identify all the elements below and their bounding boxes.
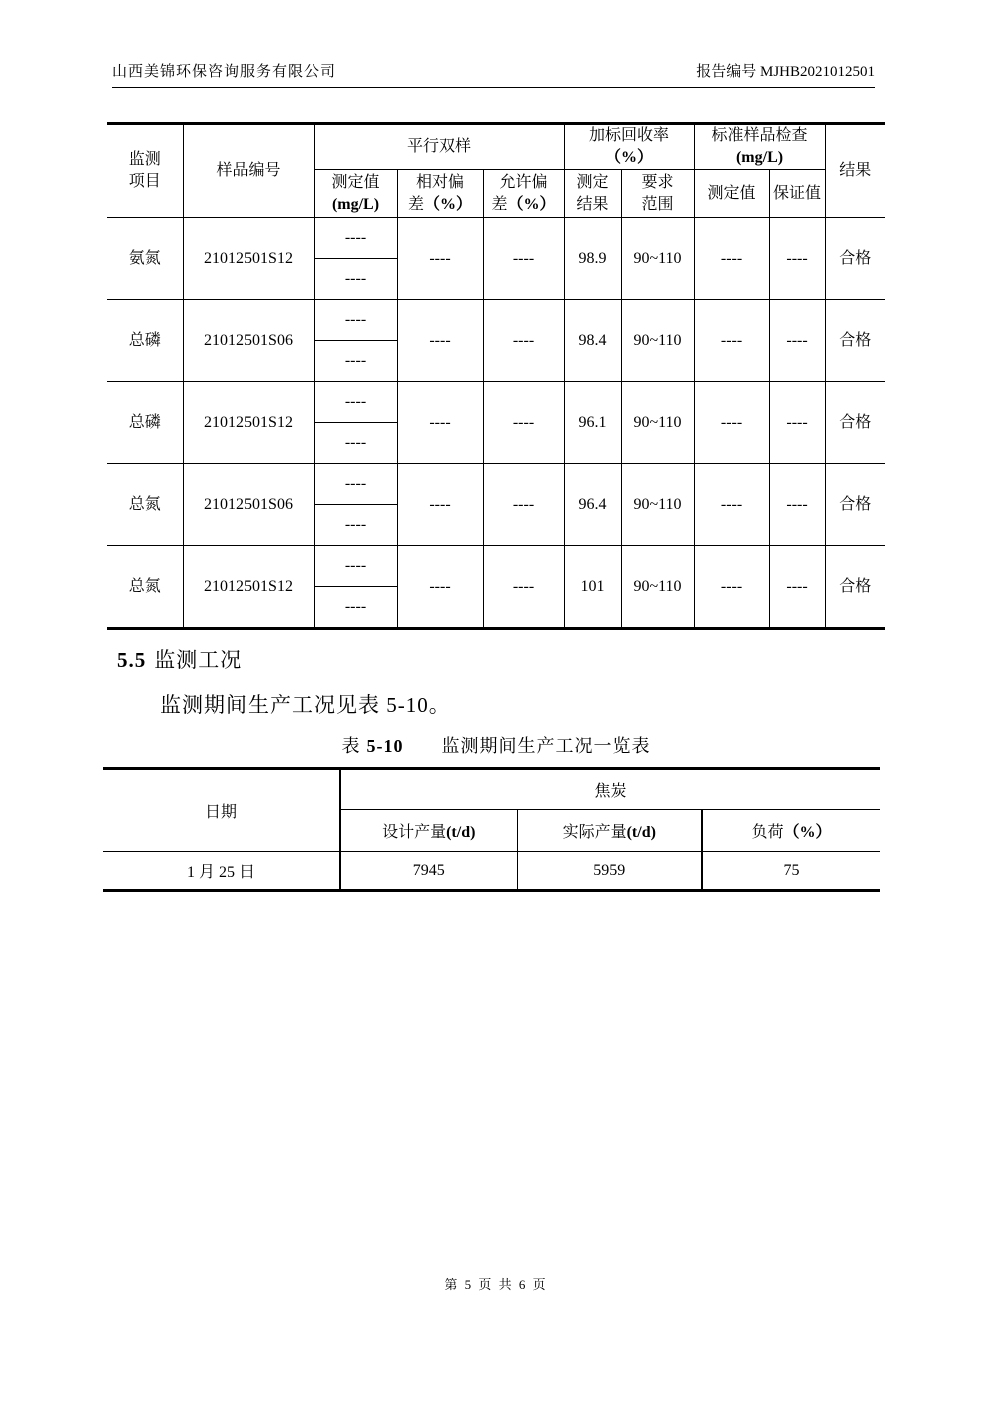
cell-parallel-measured: ---- ----: [314, 218, 397, 300]
col-header-relative-deviation: 相对偏 差（%）: [397, 170, 483, 218]
cell-parallel-measured: ---- ----: [314, 382, 397, 464]
cell-std-guaranteed: ----: [769, 218, 825, 300]
table-row: [107, 546, 885, 629]
cell-load: 75: [702, 852, 880, 891]
cell-item: 总氮: [107, 464, 183, 546]
caption-title: 监测期间生产工况一览表: [441, 736, 651, 756]
qc-results-table: [107, 122, 885, 630]
cell-range: 90~110: [621, 218, 694, 300]
cell-std-measured: ----: [694, 546, 769, 629]
cell-result: 合格: [825, 464, 885, 546]
cell-std-guaranteed: ----: [769, 464, 825, 546]
cell-std-measured: ----: [694, 464, 769, 546]
section-title: 监测工况: [154, 648, 243, 672]
section-heading: [117, 644, 242, 674]
cell-sample-id: 21012501S12: [183, 218, 314, 300]
col-header-std-measured: 测定值: [694, 170, 769, 218]
table-row: [107, 218, 885, 300]
cell-allowed-deviation: ----: [483, 218, 564, 300]
section-number: 5.5: [117, 648, 147, 672]
col-header-result: 结果: [825, 124, 885, 218]
cell-allowed-deviation: ----: [483, 464, 564, 546]
cell-parallel-measured: ---- ----: [314, 464, 397, 546]
cell-std-measured: ----: [694, 218, 769, 300]
cell-relative-deviation: ----: [397, 464, 483, 546]
cell-relative-deviation: ----: [397, 546, 483, 629]
cell-relative-deviation: ----: [397, 300, 483, 382]
cell-allowed-deviation: ----: [483, 546, 564, 629]
cell-std-guaranteed: ----: [769, 382, 825, 464]
cell-range: 90~110: [621, 546, 694, 629]
col-header-item: 监测 项目: [107, 124, 183, 218]
cell-item: 总氮: [107, 546, 183, 629]
col-header-standard-sample-check: 标准样品检查 (mg/L): [694, 124, 825, 170]
col-header-design-output: 设计产量(t/d): [340, 810, 517, 852]
col-header-spike-recovery: 加标回收率 （%）: [564, 124, 694, 170]
page-number: 第 5 页 共 6 页: [444, 1277, 548, 1292]
cell-parallel-measured: ---- ----: [314, 546, 397, 629]
cell-range: 90~110: [621, 464, 694, 546]
cell-recovery: 98.4: [564, 300, 621, 382]
cell-std-measured: ----: [694, 300, 769, 382]
cell-std-guaranteed: ----: [769, 300, 825, 382]
col-header-measured-value: 测定值 (mg/L): [314, 170, 397, 218]
cell-relative-deviation: ----: [397, 218, 483, 300]
cell-sample-id: 21012501S12: [183, 382, 314, 464]
col-header-allowed-deviation: 允许偏 差（%）: [483, 170, 564, 218]
cell-design-output: 7945: [340, 852, 517, 891]
cell-sample-id: 21012501S06: [183, 300, 314, 382]
col-header-product-coke: 焦炭: [340, 769, 880, 810]
col-header-recovery-measured: 测定 结果: [564, 170, 621, 218]
page-header: [112, 60, 875, 88]
cell-allowed-deviation: ----: [483, 300, 564, 382]
col-header-parallel-duplicate: 平行双样: [314, 124, 564, 170]
col-header-load: 负荷（%）: [702, 810, 880, 852]
production-conditions-table: [103, 767, 880, 892]
cell-sample-id: 21012501S12: [183, 546, 314, 629]
cell-sample-id: 21012501S06: [183, 464, 314, 546]
cell-result: 合格: [825, 218, 885, 300]
cell-allowed-deviation: ----: [483, 382, 564, 464]
cell-recovery: 96.4: [564, 464, 621, 546]
caption-number: 5-10: [366, 736, 404, 756]
caption-prefix: 表: [341, 736, 361, 756]
cell-recovery: 98.9: [564, 218, 621, 300]
cell-std-measured: ----: [694, 382, 769, 464]
cell-date: 1 月 25 日: [103, 852, 340, 891]
table-row: [107, 382, 885, 464]
table-row: [107, 300, 885, 382]
cell-actual-output: 5959: [517, 852, 702, 891]
table-caption: [0, 732, 992, 758]
col-header-actual-output: 实际产量(t/d): [517, 810, 702, 852]
col-header-required-range: 要求 范围: [621, 170, 694, 218]
col-header-sample-id: 样品编号: [183, 124, 314, 218]
cell-relative-deviation: ----: [397, 382, 483, 464]
cell-item: 氨氮: [107, 218, 183, 300]
table-row: [107, 464, 885, 546]
cell-recovery: 96.1: [564, 382, 621, 464]
cell-result: 合格: [825, 382, 885, 464]
cell-range: 90~110: [621, 382, 694, 464]
col-header-date: 日期: [103, 769, 340, 852]
report-number: 报告编号 MJHB2021012501: [696, 64, 875, 80]
cell-result: 合格: [825, 300, 885, 382]
col-header-std-guaranteed: 保证值: [769, 170, 825, 218]
cell-std-guaranteed: ----: [769, 546, 825, 629]
cell-item: 总磷: [107, 382, 183, 464]
cell-recovery: 101: [564, 546, 621, 629]
cell-range: 90~110: [621, 300, 694, 382]
cell-result: 合格: [825, 546, 885, 629]
table-row: [103, 852, 880, 891]
cell-item: 总磷: [107, 300, 183, 382]
body-paragraph: 监测期间生产工况见表 5-10。: [160, 693, 451, 717]
company-name: 山西美锦环保咨询服务有限公司: [112, 64, 337, 80]
cell-parallel-measured: ---- ----: [314, 300, 397, 382]
